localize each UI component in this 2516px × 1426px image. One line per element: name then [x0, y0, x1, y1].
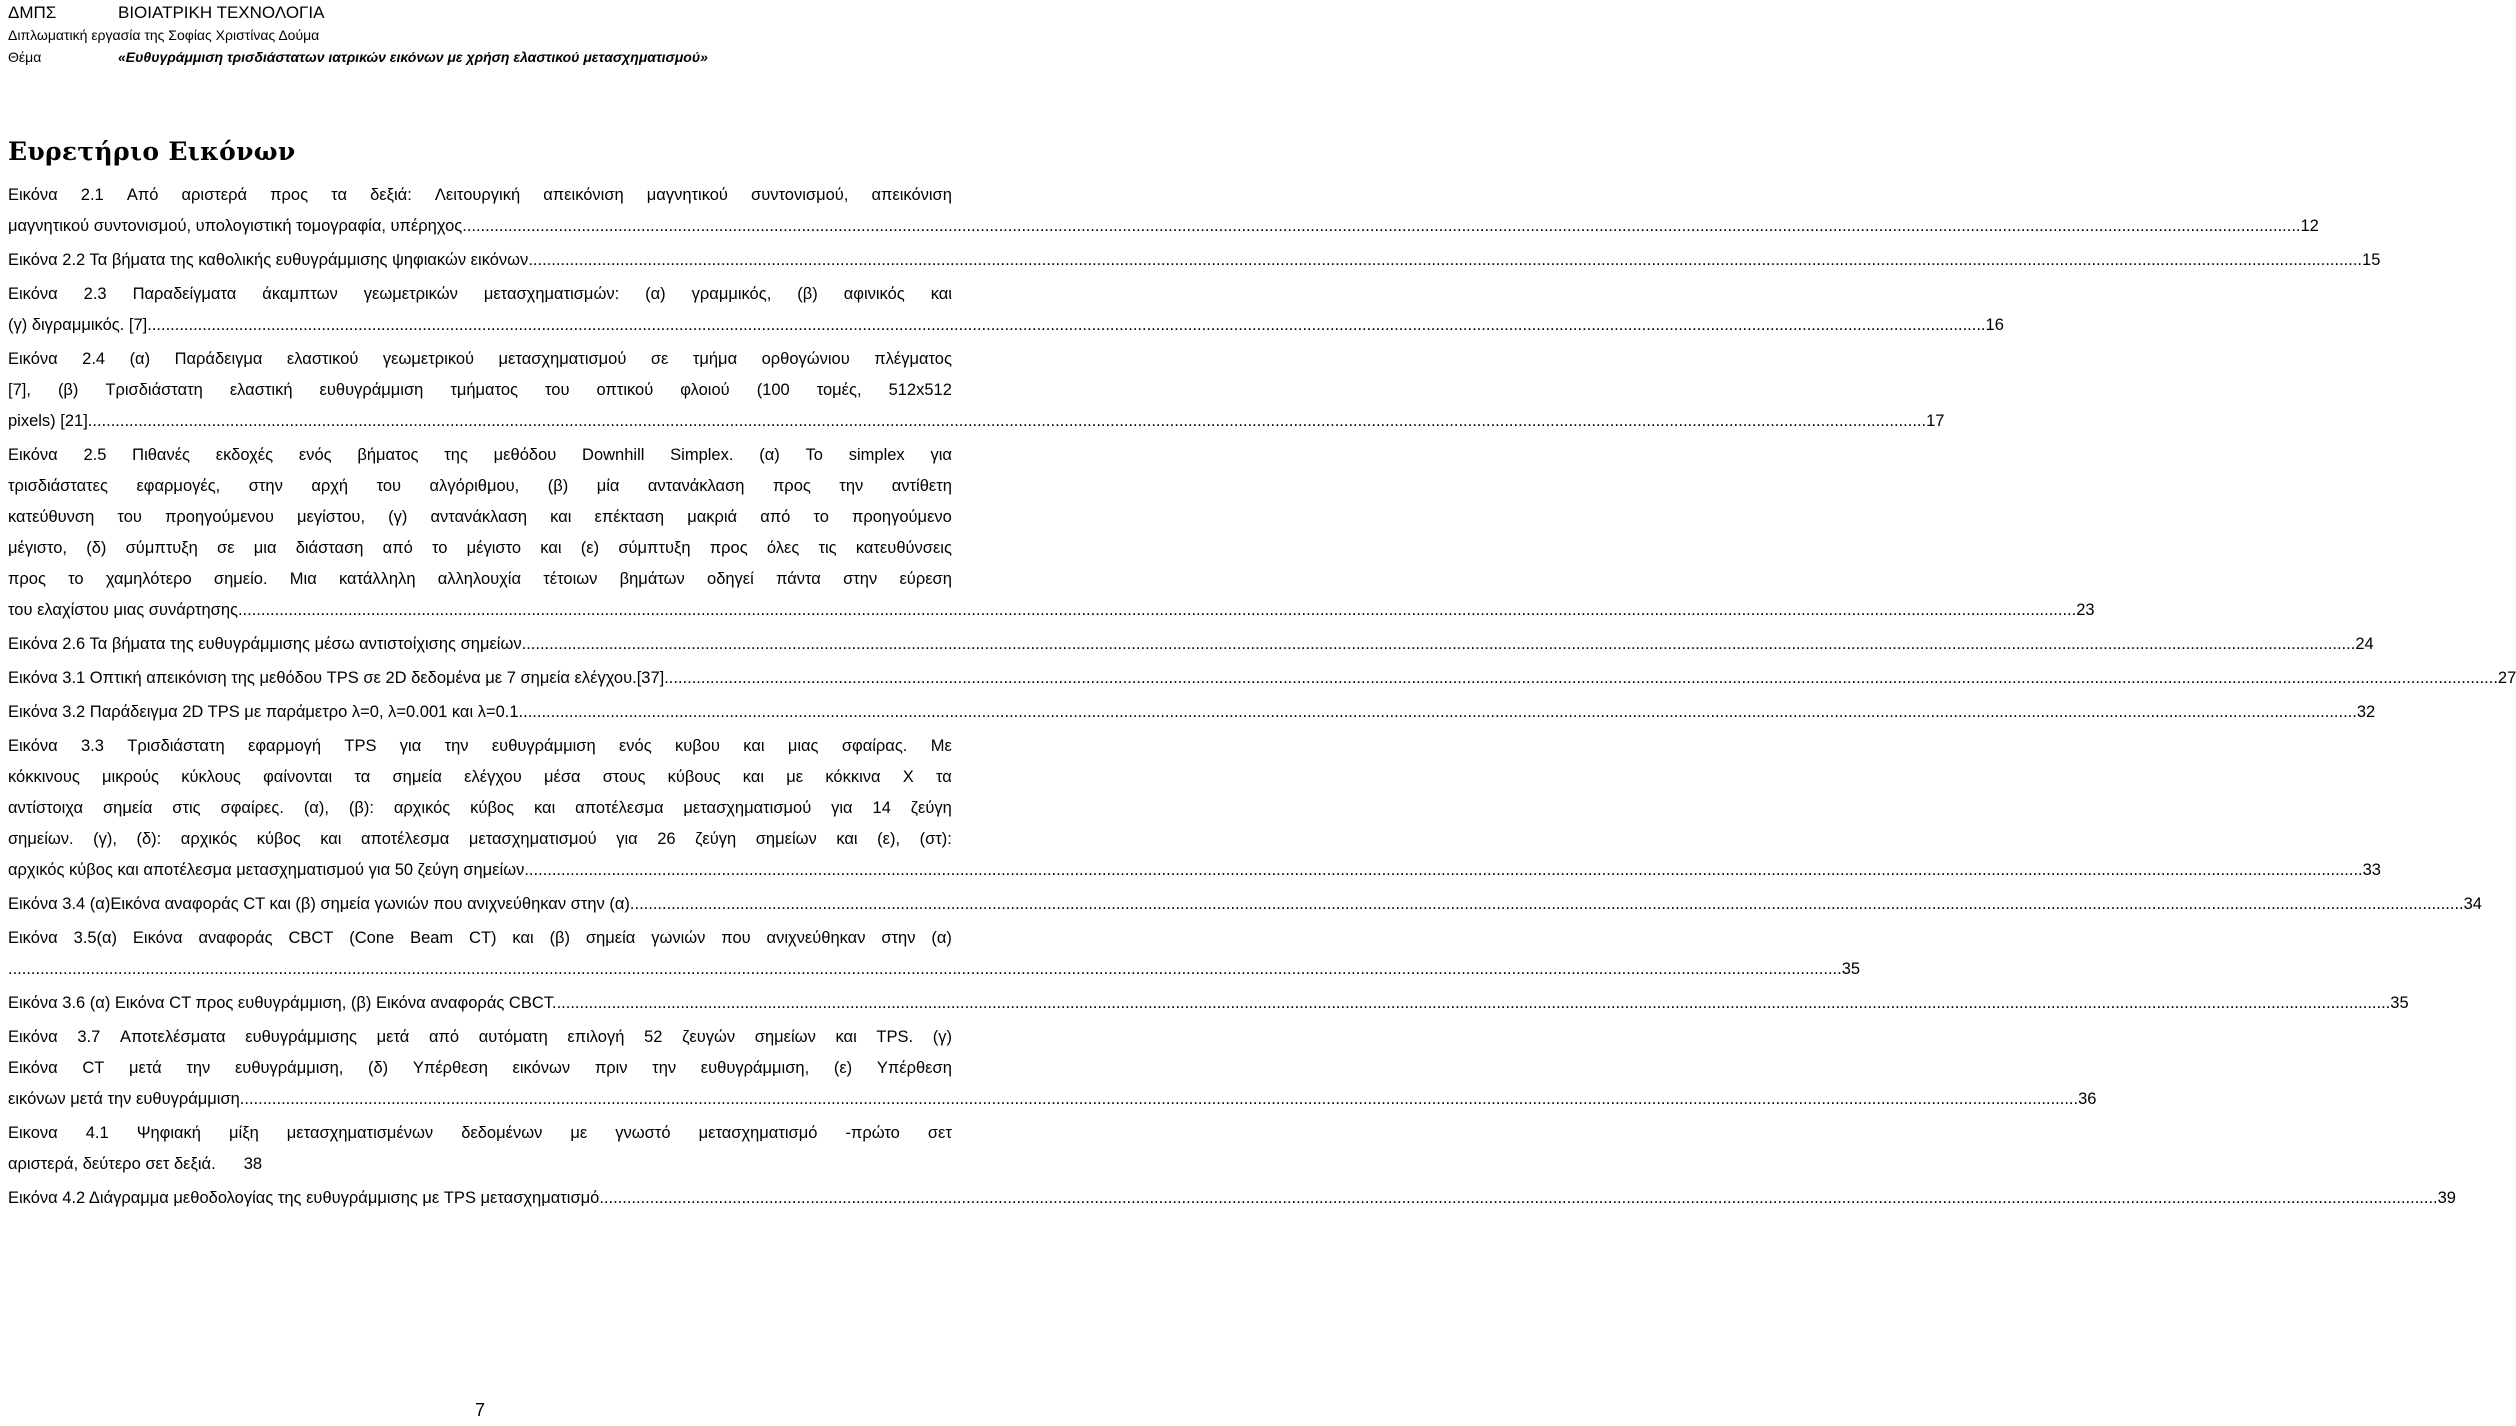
figure-entry-text: Εικόνα 3.4 (α)Εικόνα αναφοράς CT και (β) σημεία γωνιών που ανιχνεύθηκαν στην (α) [8, 895, 630, 913]
dot-leader: ................................................................................................................................................................................................................................................................................................................................................................................................................ [603, 1189, 2438, 1207]
figure-entry-text: Εικόνα 3.7 Αποτελέσματα ευθυγράμμισης μετά από αυτόματη επιλογή 52 ζευγών σημείων και TPS. (γ) [8, 1028, 952, 1046]
figure-page-number: 35 [1841, 960, 1861, 978]
header-row-3 [8, 46, 952, 68]
page-number: 7 [474, 1400, 485, 1420]
figure-entry-text: Εικόνα 2.5 Πιθανές εκδοχές ενός βήματος της μεθόδου Downhill Simplex. (α) Το simplex για [8, 446, 952, 464]
figure-entry[interactable] [8, 988, 2409, 1019]
figure-entry-text: Εικόνα 3.6 (α) Εικόνα CT προς ευθυγράμμιση, (β) Εικόνα αναφοράς CBCT. [8, 994, 557, 1012]
figure-entry-text: αντίστοιχα σημεία στις σφαίρες. (α), (β): αρχικός κύβος και αποτέλεσμα μετασχηματισμού για 14 ζεύγη [8, 799, 952, 817]
figure-page-number: 15 [2362, 251, 2381, 269]
dot-leader: ................................................................................................................................................................................................................................................................................................................................................................................................................ [244, 1090, 2079, 1108]
figure-entry-text: Εικόνα CT μετά την ευθυγράμμιση, (δ) Υπέρθεση εικόνων πριν την ευθυγράμμιση, (ε) Υπέρθεση [8, 1059, 952, 1077]
figure-entry-text: Εικόνα 2.3 Παραδείγματα άκαμπτων γεωμετρικών μετασχηματισμών: (α) γραμμικός, (β) αφινικός και [8, 285, 952, 303]
figure-entry-text: μαγνητικού συντονισμού, υπολογιστική τομογραφία, υπέρηχος. [8, 217, 467, 235]
page-title: Ευρετήριο Εικόνων [8, 137, 296, 166]
figure-entry-text: Εικόνα 3.2 Παράδειγμα 2D TPS με παράμετρο λ=0, λ=0.001 και λ=0.1. [8, 703, 524, 721]
page-header [8, 2, 952, 68]
figure-entry-text: προς το χαμηλότερο σημείο. Μια κατάλληλη αλληλουχία τέτοιων βημάτων οδηγεί πάντα στην εύρεση [8, 570, 952, 588]
figure-entry-text: εικόνων μετά την ευθυγράμμιση. [8, 1090, 245, 1108]
figure-entry[interactable] [8, 923, 1861, 985]
figure-entry-text: Εικόνα 4.2 Διάγραμμα μεθοδολογίας της ευθυγράμμισης με TPS μετασχηματισμό. [8, 1189, 604, 1207]
figure-entry[interactable] [8, 245, 2381, 276]
dot-leader: ................................................................................................................................................................................................................................................................................................................................................................................................................ [556, 994, 2391, 1012]
figure-entry-text: κατεύθυνση του προηγούμενου μεγίστου, (γ) αντανάκλαση και επέκταση μακριά από το προηγούμενο [8, 508, 952, 526]
figure-entry[interactable] [8, 889, 2482, 920]
figure-page-number: 35 [2390, 994, 2409, 1012]
figure-entry[interactable] [8, 279, 2004, 341]
figure-entry[interactable] [8, 1183, 2456, 1214]
figure-entry[interactable] [8, 1118, 952, 1180]
figure-entry-text: [7], (β) Τρισδιάστατη ελαστική ευθυγράμμιση τμήματος του οπτικού φλοιού (100 τομές, 512x512 [8, 381, 952, 399]
header-row-1 [8, 2, 952, 24]
figure-entry-text: τρισδιάστατες εφαρμογές, στην αρχή του αλγόριθμου, (β) μία αντανάκλαση προς την αντίθετη [8, 477, 952, 495]
figure-page-number: 34 [2463, 895, 2482, 913]
figure-entry-text: μέγιστο, (δ) σύμπτυξη σε μια διάσταση από το μέγιστο και (ε) σύμπτυξη προς όλες τις κατευθύνσεις [8, 539, 952, 557]
figure-entry[interactable] [8, 180, 2319, 242]
figure-page-number: 16 [1985, 316, 2004, 334]
dot-leader: ................................................................................................................................................................................................................................................................................................................................................................................................................ [528, 861, 2363, 879]
figure-entry-text: του ελαχίστου μιας συνάρτησης. [8, 601, 243, 619]
figure-entry-text: (γ) διγραμμικός. [7]. [8, 316, 152, 334]
header-row-2 [8, 24, 952, 46]
figure-page-number: 39 [2437, 1189, 2456, 1207]
dot-leader: ................................................................................................................................................................................................................................................................................................................................................................................................................ [242, 601, 2077, 619]
dot-leader: ................................................................................................................................................................................................................................................................................................................................................................................................................ [664, 669, 2498, 687]
figure-page-number: 32 [2356, 703, 2376, 721]
figure-page-number: 36 [2078, 1090, 2097, 1108]
figure-entry[interactable] [8, 697, 2376, 728]
figure-page-number: 17 [1926, 412, 1945, 430]
figure-entry-text: Εικόνα 3.1 Οπτική απεικόνιση της μεθόδου TPS σε 2D δεδομένα με 7 σημεία ελέγχου.[37] [8, 669, 665, 687]
figure-entry[interactable] [8, 1022, 2097, 1115]
dot-leader: ................................................................................................................................................................................................................................................................................................................................................................................................................ [528, 251, 2363, 269]
figure-page-number: 12 [2300, 217, 2319, 235]
header-topic-title: «Ευθυγράμμιση τρισδιάστατων ιατρικών εικόνων με χρήση ελαστικού μετασχηματισμού» [118, 49, 708, 65]
dot-leader: ................................................................................................................................................................................................................................................................................................................................................................................................................ [521, 635, 2356, 653]
figure-entry[interactable] [8, 663, 2516, 694]
dot-leader: ................................................................................................................................................................................................................................................................................................................................................................................................................ [629, 895, 2464, 913]
figure-entry-text: Εικόνα 3.5(α) Εικόνα αναφοράς CBCT (Cone Beam CT) και (β) σημεία γωνιών που ανιχνεύθηκαν στην (α) [8, 929, 952, 947]
figure-page-number: 38 [243, 1155, 263, 1173]
figure-entry[interactable] [8, 344, 1945, 437]
figure-index [8, 180, 2516, 1217]
dot-leader: ................................................................................................................................................................................................................................................................................................................................................................................................................ [466, 217, 2301, 235]
dot-leader: ................................................................................................................................................................................................................................................................................................................................................................................................................ [8, 960, 1842, 978]
figure-entry-text: Εικόνα 3.3 Τρισδιάστατη εφαρμογή TPS για την ευθυγράμμιση ενός κυβου και μιας σφαίρας. Με [8, 737, 952, 755]
figure-entry[interactable] [8, 629, 2374, 660]
figure-entry-text: σημείων. (γ), (δ): αρχικός κύβος και αποτέλεσμα μετασχηματισμού για 26 ζεύγη σημείων και (ε), (στ): [8, 830, 952, 848]
header-topic-label: Θέμα [8, 49, 42, 65]
figure-entry-text: Εικόνα 2.2 Τα βήματα της καθολικής ευθυγράμμισης ψηφιακών εικόνων [8, 251, 529, 269]
figure-entry[interactable] [8, 440, 2095, 626]
figure-page-number: 27 [2497, 669, 2516, 687]
figure-entry-text: Εικόνα 2.1 Από αριστερά προς τα δεξιά: Λειτουργική απεικόνιση μαγνητικού συντονισμού, απεικόνιση [8, 186, 952, 204]
figure-entry-text: αριστερά, δεύτερο σετ δεξιά. [8, 1155, 216, 1173]
header-thesis-author: Διπλωματική εργασία της Σοφίας Χριστίνας Δούμα [8, 27, 320, 43]
header-department: ΒΙΟΙΑΤΡΙΚΗ ΤΕΧΝΟΛΟΓΙΑ [118, 3, 325, 22]
figure-entry-text: Εικόνα 2.4 (α) Παράδειγμα ελαστικού γεωμετρικού μετασχηματισμού σε τμήμα ορθογώνιου πλέγματος [8, 350, 952, 368]
figure-entry-text: pixels) [21]. [8, 412, 93, 430]
figure-page-number: 33 [2362, 861, 2381, 879]
dot-leader: ................................................................................................................................................................................................................................................................................................................................................................................................................ [92, 412, 1927, 430]
header-program: ΔΜΠΣ [8, 3, 57, 22]
figure-entry-text: Εικόνα 2.6 Τα βήματα της ευθυγράμμισης μέσω αντιστοίχισης σημείων [8, 635, 522, 653]
figure-entry[interactable] [8, 731, 2381, 886]
figure-entry-text: Εικονα 4.1 Ψηφιακή μίξη μετασχηματισμένων δεδομένων με γνωστό μετασχηματισμό -πρώτο σετ [8, 1124, 952, 1142]
dot-leader: ................................................................................................................................................................................................................................................................................................................................................................................................................ [523, 703, 2357, 721]
dot-leader: ................................................................................................................................................................................................................................................................................................................................................................................................................ [151, 316, 1986, 334]
figure-entry-text: κόκκινους μικρούς κύκλους φαίνονται τα σημεία ελέγχου μέσα στους κύβους και με κόκκινα Χ τα [8, 768, 952, 786]
figure-page-number: 23 [2076, 601, 2095, 619]
figure-entry-text: αρχικός κύβος και αποτέλεσμα μετασχηματισμού για 50 ζεύγη σημείων. [8, 861, 529, 879]
figure-page-number: 24 [2355, 635, 2374, 653]
